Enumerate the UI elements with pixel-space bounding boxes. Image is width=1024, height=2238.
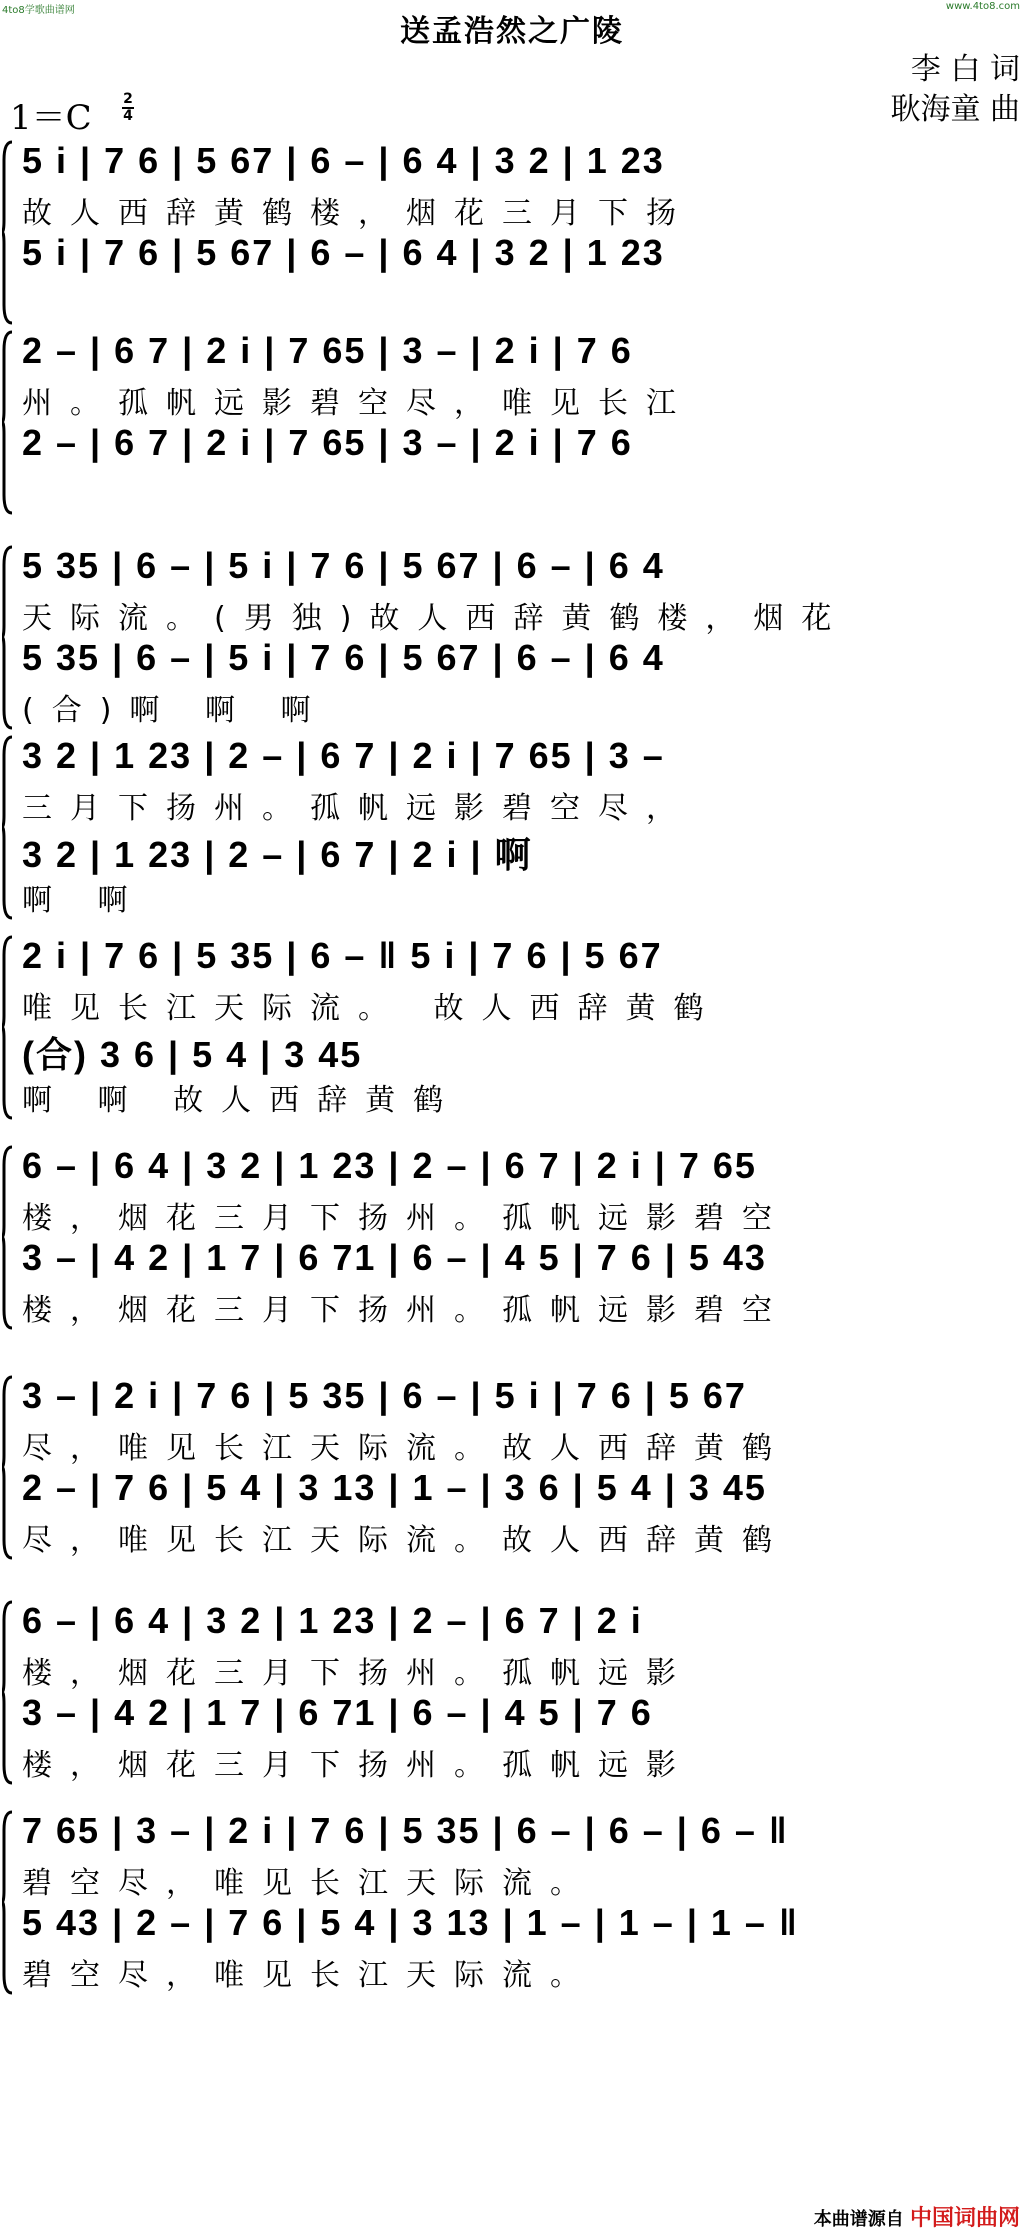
harmony-lyrics: 楼，烟花三月下扬州。孤帆远影碧空: [22, 1293, 790, 1328]
melody-lyrics: 唯见长江天际流。 故人西辞黄鹤: [22, 991, 722, 1026]
system-brace: [2, 935, 14, 1120]
harmony-lyrics: 啊 啊: [22, 883, 146, 918]
harmony-notes: 5 43 | 2 – | 7 6 | 5 4 | 3 13 | 1 – | 1 – | 1 – ‖: [22, 1902, 799, 1943]
system-brace: [2, 1375, 14, 1560]
harmony-notes: 3 2 | 1 23 | 2 – | 6 7 | 2 i | 啊: [22, 834, 533, 875]
harmony-notes: 3 – | 4 2 | 1 7 | 6 71 | 6 – | 4 5 | 7 6: [22, 1692, 653, 1733]
system-brace: [2, 140, 14, 325]
melody-notes: 5 i | 7 6 | 5 67 | 6 – | 6 4 | 3 2 | 1 23: [22, 140, 665, 181]
meter-top: 2: [123, 91, 133, 107]
score-system: [0, 1145, 1024, 1345]
time-signature: [122, 92, 134, 124]
score-system: [0, 1600, 1024, 1800]
system-brace: [2, 1810, 14, 1995]
credits: [890, 50, 1020, 130]
harmony-notes: (合) 3 6 | 5 4 | 3 45: [22, 1034, 363, 1075]
melody-notes: 3 2 | 1 23 | 2 – | 6 7 | 2 i | 7 65 | 3 –: [22, 735, 665, 776]
melody-notes: 5 35 | 6 – | 5 i | 7 6 | 5 67 | 6 – | 6 4: [22, 545, 665, 586]
harmony-lyrics: 尽，唯见长江天际流。故人西辞黄鹤: [22, 1523, 790, 1558]
melody-notes: 2 – | 6 7 | 2 i | 7 65 | 3 – | 2 i | 7 6: [22, 330, 633, 371]
harmony-notes: 2 – | 6 7 | 2 i | 7 65 | 3 – | 2 i | 7 6: [22, 422, 633, 463]
harmony-lyrics: [22, 470, 1024, 508]
harmony-lyrics: 啊 啊 故人西辞黄鹤: [22, 1083, 462, 1118]
footer-source: [814, 2201, 1020, 2232]
score-system: [0, 1375, 1024, 1575]
melody-notes: 3 – | 2 i | 7 6 | 5 35 | 6 – | 5 i | 7 6 | 5 67: [22, 1375, 747, 1416]
key-signature: 1＝C: [10, 98, 92, 138]
melody-lyrics: 州。孤帆远影碧空尽，唯见长江: [22, 386, 694, 421]
score-system: [0, 330, 1024, 530]
system-brace: [2, 545, 14, 730]
harmony-notes: 5 i | 7 6 | 5 67 | 6 – | 6 4 | 3 2 | 1 23: [22, 232, 665, 273]
site-watermark-left: 4to8学歌曲谱网: [2, 5, 75, 16]
site-watermark-right: www.4to8.com: [945, 1, 1020, 12]
song-title: 送孟浩然之广陵: [400, 14, 624, 49]
score-system: [0, 545, 1024, 745]
meter-bottom: 4: [123, 108, 133, 124]
footer-source-label: 本曲谱源自: [813, 2209, 904, 2230]
score-system: [0, 935, 1024, 1135]
melody-lyrics: 楼，烟花三月下扬州。孤帆远影: [22, 1656, 694, 1691]
melody-notes: 6 – | 6 4 | 3 2 | 1 23 | 2 – | 6 7 | 2 i: [22, 1600, 643, 1641]
harmony-notes: 3 – | 4 2 | 1 7 | 6 71 | 6 – | 4 5 | 7 6 | 5 43: [22, 1237, 767, 1278]
footer-source-site: 中国词曲网: [909, 2206, 1020, 2231]
system-brace: [2, 1145, 14, 1330]
melody-notes: 2 i | 7 6 | 5 35 | 6 – ‖ 5 i | 7 6 | 5 67: [22, 935, 663, 976]
system-brace: [2, 330, 14, 515]
system-brace: [2, 735, 14, 920]
harmony-lyrics: 碧空尽，唯见长江天际流。: [22, 1958, 598, 1993]
system-brace: [2, 1600, 14, 1785]
score-system: [0, 1810, 1024, 2010]
composer: 耿海童 曲: [890, 92, 1020, 127]
melody-lyrics: 碧空尽，唯见长江天际流。: [22, 1866, 598, 1901]
melody-notes: 7 65 | 3 – | 2 i | 7 6 | 5 35 | 6 – | 6 – | 6 – ‖: [22, 1810, 789, 1851]
harmony-lyrics: [22, 280, 1024, 318]
score-system: [0, 140, 1024, 340]
melody-lyrics: 天际流。(男独)故人西辞黄鹤楼，烟花: [22, 601, 850, 636]
melody-lyrics: 故人西辞黄鹤楼，烟花三月下扬: [22, 196, 694, 231]
melody-lyrics: 三月下扬州。孤帆远影碧空尽，: [22, 791, 694, 826]
harmony-notes: 5 35 | 6 – | 5 i | 7 6 | 5 67 | 6 – | 6 4: [22, 637, 665, 678]
melody-lyrics: 楼，烟花三月下扬州。孤帆远影碧空: [22, 1201, 790, 1236]
harmony-lyrics: (合)啊 啊 啊: [22, 693, 329, 728]
lyricist: 李 白 词: [910, 52, 1020, 87]
melody-notes: 6 – | 6 4 | 3 2 | 1 23 | 2 – | 6 7 | 2 i | 7 65: [22, 1145, 757, 1186]
melody-lyrics: 尽，唯见长江天际流。故人西辞黄鹤: [22, 1431, 790, 1466]
score-system: [0, 735, 1024, 935]
harmony-lyrics: 楼，烟花三月下扬州。孤帆远影: [22, 1748, 694, 1783]
harmony-notes: 2 – | 7 6 | 5 4 | 3 13 | 1 – | 3 6 | 5 4 | 3 45: [22, 1467, 767, 1508]
